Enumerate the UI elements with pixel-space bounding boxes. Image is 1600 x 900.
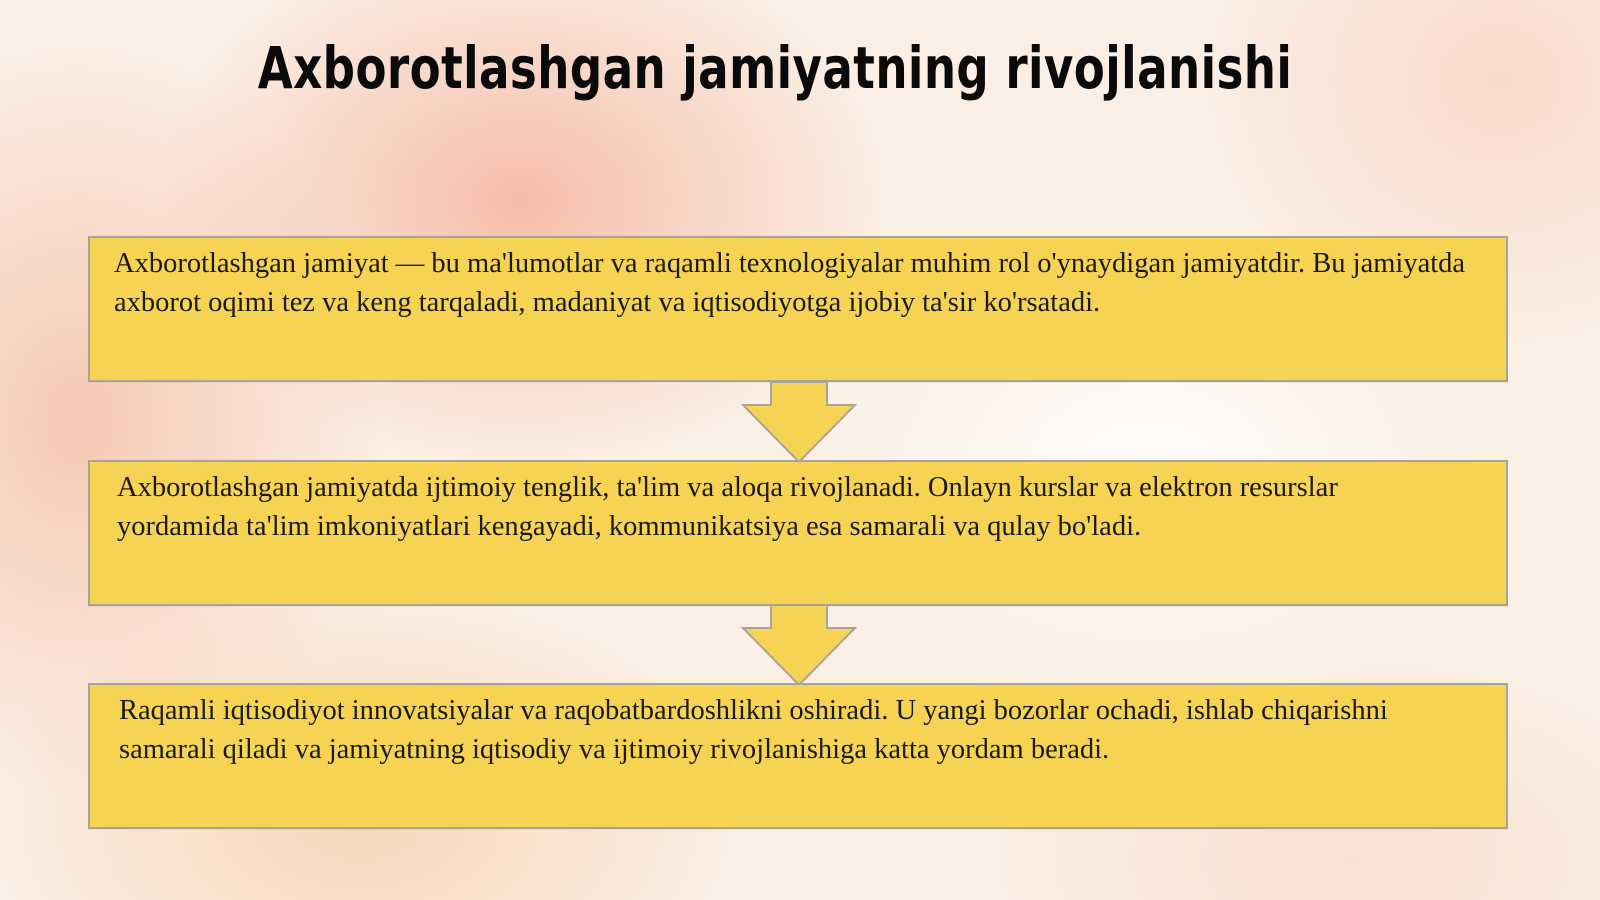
flow-step-3-text: Raqamli iqtisodiyot innovatsiyalar va raqobatbardoshlikni oshiradi. U yangi bozorlar ochadi, ishlab chiqarishni samarali qiladi va jamiyatning iqtisodiy va ijtimoiy rivojlanishiga katta yordam beradi.: [119, 695, 1388, 765]
flow-step-1: [88, 236, 1508, 382]
down-arrow-icon: [741, 382, 857, 464]
slide-title: Axborotlashgan jamiyatning rivojlanishi: [257, 34, 1293, 102]
flow-step-1-text: Axborotlashgan jamiyat — bu ma'lumotlar va raqamli texnologiyalar muhim rol o'ynaydigan jamiyatdir. Bu jamiyatda axborot oqimi tez va keng tarqaladi, madaniyat va iqtisodiyotga ijobiy ta'sir ko'rsatadi.: [114, 248, 1466, 318]
flow-step-3: [88, 683, 1508, 829]
down-arrow-icon: [741, 605, 857, 687]
flow-step-2-text: Axborotlashgan jamiyatda ijtimoiy tenglik, ta'lim va aloqa rivojlanadi. Onlayn kurslar va elektron resurslar yordamida ta'lim imkoniyatlari kengayadi, kommunikatsiya esa samarali va qulay bo'ladi.: [117, 472, 1338, 542]
flow-step-2: [88, 460, 1508, 606]
